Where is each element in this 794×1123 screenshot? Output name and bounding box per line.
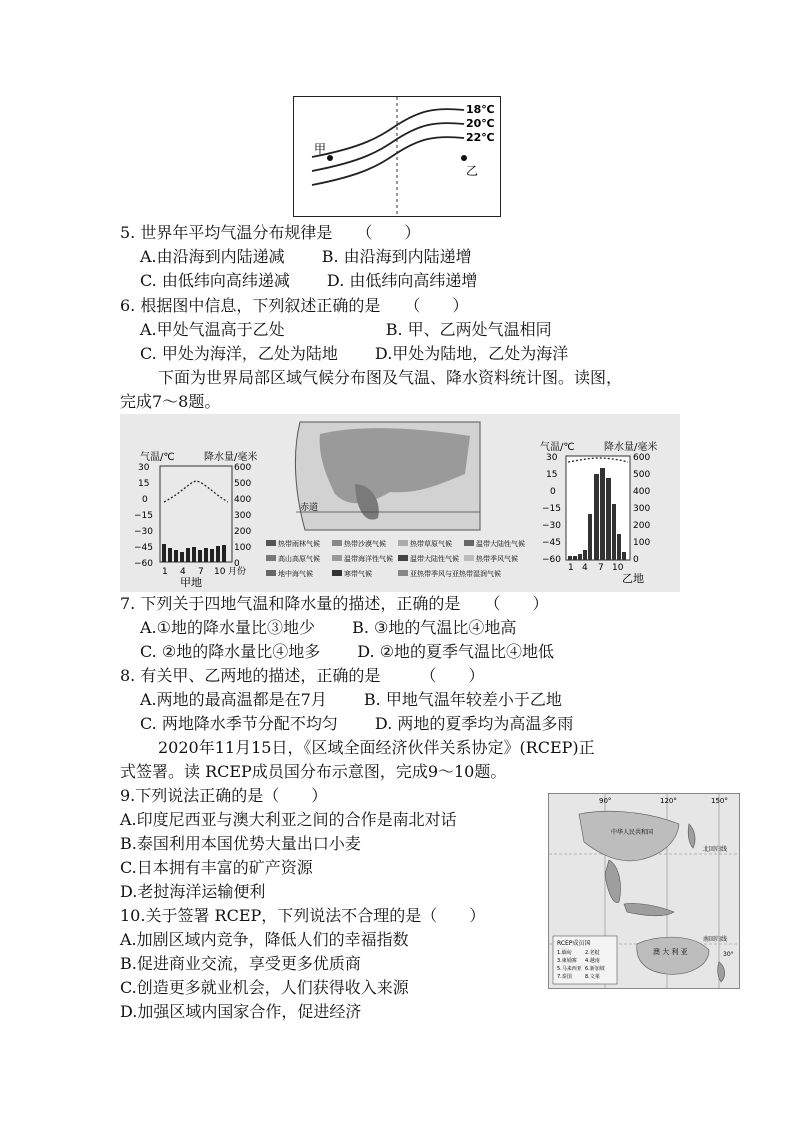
question-9-stem: 9.下列说法正确的是（ ） (120, 786, 328, 805)
legend-swatch (266, 555, 276, 561)
precip-bar (600, 468, 605, 560)
legend-swatch (332, 555, 342, 561)
isotherm-diagram (294, 97, 500, 216)
precip-bar (204, 548, 208, 562)
legend-item: 地中海气候 (278, 570, 313, 578)
isotherm-label: 18℃ (466, 103, 495, 116)
x-tick: 7 (598, 563, 604, 573)
question-10-option-c: C.创造更多就业机会，人们获得收入来源 (120, 978, 409, 997)
temp-tick: 15 (138, 479, 150, 489)
legend-item: 1.缅甸 (557, 950, 572, 956)
precip-bar (180, 552, 184, 562)
legend-swatch (464, 540, 474, 546)
right-chart-precip-axis-label: 降水量/毫米 (604, 442, 658, 453)
climate-figure (120, 414, 680, 592)
legend-item: 6.新加坡 (585, 966, 605, 972)
legend-item: 亚热带季风与亚热带湿润气候 (410, 570, 501, 578)
question-9-option-a: A.印度尼西亚与澳大利亚之间的合作是南北对话 (120, 810, 457, 829)
x-tick: 1 (568, 563, 574, 573)
question-8-options-ab: A.两地的最高温都是在7月 B. 甲地气温年较差小于乙地 (140, 690, 562, 709)
right-chart-temp-ticks (542, 453, 561, 565)
legend-item: 3.柬埔寨 (557, 958, 577, 964)
legend-item: 温带海洋性气候 (344, 555, 393, 563)
indonesia-landmass (624, 903, 674, 915)
right-chart-x-ticks (568, 563, 624, 573)
rcep-map-svg (549, 794, 739, 988)
x-tick: 7 (198, 567, 204, 577)
southeast-asia-landmass (605, 860, 621, 903)
temp-tick: 30 (546, 453, 558, 463)
precip-bar (573, 556, 577, 560)
question-7-options-cd: C. ②地的降水量比④地多 D. ②地的夏季气温比④地低 (140, 642, 555, 661)
precip-bar (606, 478, 611, 560)
precip-bar (162, 544, 166, 562)
temp-tick: −60 (134, 559, 153, 569)
question-9-option-c: C.日本拥有丰富的矿产资源 (120, 858, 313, 877)
precip-tick: 200 (234, 527, 252, 537)
isotherm-18 (312, 109, 464, 157)
question-5-options-cd: C. 由低纬向高纬递减 D. 由低纬向高纬递增 (140, 271, 478, 290)
temp-tick: 30 (138, 463, 150, 473)
precip-bar (168, 548, 172, 562)
left-chart-precip-ticks (234, 463, 251, 569)
question-7-options-ab: A.①地的降水量比③地少 B. ③地的气温比④地高 (140, 618, 517, 637)
climate-figure-svg (120, 414, 680, 592)
intro-9-10-line1: 2020年11月15日，《区域全面经济伙伴关系协定》(RCEP)正 (158, 738, 595, 757)
precip-tick: 200 (633, 521, 651, 531)
isotherm-label: 20℃ (466, 117, 495, 130)
climate-legend (266, 539, 525, 578)
precip-tick: 500 (234, 479, 252, 489)
temp-tick: 0 (142, 495, 148, 505)
latitude-label: 南回归线 (703, 936, 728, 943)
question-10-option-a: A.加剧区域内竞争，降低人们的幸福指数 (120, 930, 409, 949)
x-tick: 4 (180, 567, 186, 577)
japan-landmass (688, 824, 695, 848)
equator-label: 赤道 (300, 503, 319, 513)
precip-tick: 0 (234, 559, 240, 569)
question-5-stem: 5. 世界年平均气温分布规律是 （ ） (120, 223, 421, 242)
legend-item: 2.老挝 (585, 950, 600, 956)
precip-bar (210, 549, 214, 562)
precip-tick: 100 (234, 543, 252, 553)
precip-bar (192, 547, 196, 562)
precip-bar (583, 550, 587, 560)
left-chart-x-ticks (162, 565, 246, 577)
left-chart-place: 甲地 (180, 576, 202, 589)
legend-swatch (398, 555, 408, 561)
question-10-stem: 10.关于签署 RCEP，下列说法不合理的是（ ） (120, 906, 486, 925)
precip-bar (588, 514, 592, 560)
legend-swatch (398, 570, 408, 576)
precip-bar (578, 554, 582, 560)
china-landmass (579, 811, 679, 861)
x-tick: 10 (214, 567, 226, 577)
x-tick: 4 (582, 563, 588, 573)
question-8-stem: 8. 有关甲、乙两地的描述，正确的是 （ ） (120, 666, 485, 685)
precip-tick: 0 (633, 555, 639, 565)
legend-item: 寒带气候 (344, 570, 372, 578)
question-5-options-ab: A.由沿海到内陆递减 B. 由沿海到内陆递增 (140, 247, 472, 266)
precip-tick: 400 (234, 495, 252, 505)
rcep-member-map (548, 793, 740, 989)
isotherm-label: 22℃ (466, 131, 495, 144)
intro-9-10-line2: 式签署。读 RCEP成员国分布示意图，完成9～10题。 (120, 762, 507, 781)
question-9-option-b: B.泰国利用本国优势大量出口小麦 (120, 834, 361, 853)
question-6-options-ab: A.甲处气温高于乙处 B. 甲、乙两处气温相同 (140, 320, 552, 339)
question-6-options-cd: C. 甲处为海洋，乙处为陆地 D.甲处为陆地，乙处为海洋 (140, 344, 569, 363)
legend-item: 7.泰国 (557, 974, 572, 980)
left-chart-temp-curve (164, 481, 228, 502)
precip-tick: 600 (234, 463, 252, 473)
x-tick: 月份 (228, 567, 247, 577)
question-9-option-d: D.老挝海洋运输便利 (120, 882, 266, 901)
precip-bar (594, 474, 599, 560)
right-chart-precip-ticks (633, 453, 650, 565)
precip-bar (617, 534, 621, 560)
x-tick: 1 (162, 567, 168, 577)
australia-label: 澳 大 利 亚 (653, 948, 688, 956)
legend-swatch (398, 540, 408, 546)
longitude-label: 120° (660, 797, 677, 805)
legend-swatch (464, 555, 474, 561)
point-yi-label: 乙 (466, 164, 479, 178)
longitude-label: 150° (711, 797, 728, 805)
left-chart-precip-axis-label: 降水量/毫米 (204, 452, 258, 463)
precip-bar (216, 546, 220, 562)
legend-item: 高山高原气候 (278, 555, 320, 563)
precip-bar (612, 504, 616, 560)
left-chart-precip-bars (162, 544, 226, 562)
map-legend-title: RCEP成员国 (557, 940, 591, 947)
temp-tick: −60 (542, 555, 561, 565)
china-label: 中华人民共和国 (611, 829, 654, 836)
x-tick: 10 (612, 563, 624, 573)
temp-tick: −15 (134, 511, 153, 521)
temp-tick: −30 (542, 521, 561, 531)
legend-item: 热带草原气候 (410, 540, 452, 548)
point-yi-marker (461, 155, 467, 161)
intro-7-8-line1: 下面为世界局部区域气候分布图及气温、降水资料统计图。读图， (158, 368, 623, 387)
precip-tick: 600 (633, 453, 651, 463)
point-jia-label: 甲 (314, 142, 327, 156)
question-10-option-b: B.促进商业交流，享受更多优质商 (120, 954, 361, 973)
latitude-30-label: 30° (723, 951, 734, 958)
precip-bar (568, 556, 572, 560)
right-chart-place: 乙地 (622, 572, 644, 585)
legend-item: 5.马来西亚 (557, 966, 582, 972)
legend-swatch (266, 570, 276, 576)
precip-bar (622, 552, 626, 560)
legend-item: 8.文莱 (585, 974, 600, 980)
legend-item: 温带大陆性气候 (476, 540, 525, 548)
question-7-stem: 7. 下列关于四地气温和降水量的描述，正确的是 （ ） (120, 594, 549, 613)
legend-item: 热带季风气候 (476, 555, 518, 563)
latitude-label: 北回归线 (703, 846, 728, 853)
precip-tick: 300 (633, 504, 651, 514)
question-10-option-d: D.加强区域内国家合作，促进经济 (120, 1002, 362, 1021)
temp-tick: −30 (134, 527, 153, 537)
precip-bar (174, 550, 178, 562)
point-jia-marker (327, 155, 333, 161)
temp-tick: −45 (134, 543, 153, 553)
legend-swatch (332, 540, 342, 546)
precip-bar (186, 548, 190, 562)
question-6-stem: 6. 根据图中信息，下列叙述正确的是 （ ） (120, 296, 469, 315)
left-chart-temp-axis-label: 气温/℃ (140, 452, 175, 463)
temp-tick: 0 (550, 487, 556, 497)
temp-tick: −15 (542, 504, 561, 514)
intro-7-8-line2: 完成7～8题。 (120, 392, 221, 411)
legend-swatch (332, 570, 342, 576)
precip-tick: 300 (234, 511, 252, 521)
left-chart-temp-ticks (134, 463, 153, 569)
question-8-options-cd: C. 两地降水季节分配不均匀 D. 两地的夏季均为高温多雨 (140, 714, 574, 733)
precip-tick: 500 (633, 470, 651, 480)
longitude-label: 90° (599, 797, 612, 805)
temp-tick: 15 (546, 470, 558, 480)
right-chart-temp-axis-label: 气温/℃ (540, 442, 575, 453)
precip-bar (222, 545, 226, 562)
temp-tick: −45 (542, 538, 561, 548)
precip-bar (198, 550, 202, 562)
isotherm-figure (293, 96, 501, 217)
legend-item: 温带大陆性气候 (410, 555, 459, 563)
legend-item: 热带沙漠气候 (344, 540, 386, 548)
legend-item: 热带雨林气候 (278, 540, 320, 548)
precip-tick: 100 (633, 538, 651, 548)
precip-tick: 400 (633, 487, 651, 497)
legend-item: 4.越南 (585, 958, 600, 964)
legend-swatch (266, 540, 276, 546)
